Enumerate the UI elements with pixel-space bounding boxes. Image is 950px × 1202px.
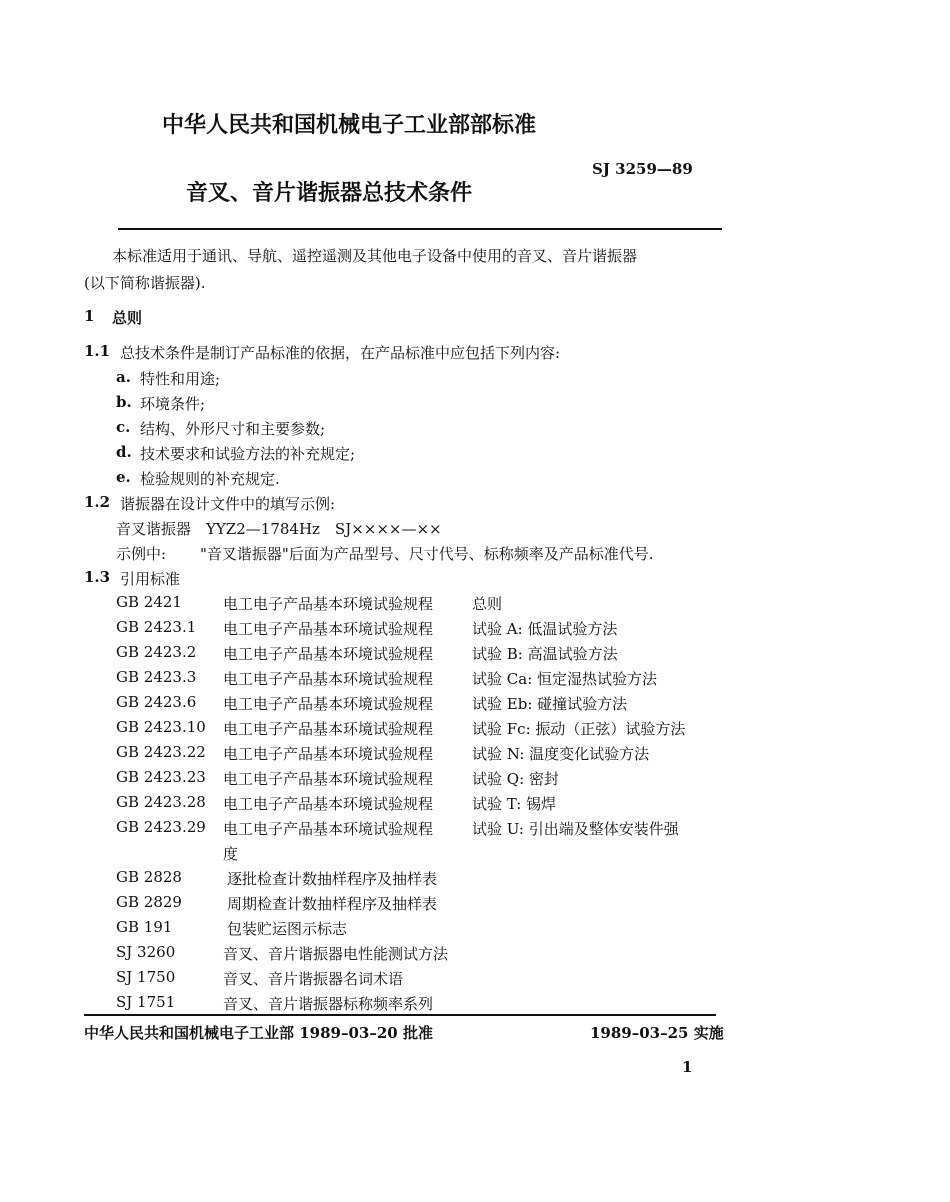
ref-title: 电工电子产品基本环境试验规程	[223, 695, 434, 713]
ref-code: SJ 1750	[116, 968, 176, 986]
ref-sub: 试验 Ca: 恒定湿热试验方法	[472, 670, 658, 688]
ref-code: GB 2423.23	[116, 768, 206, 786]
approval-line: 中华人民共和国机械电子工业部 1989–03–20 批准	[84, 1024, 433, 1042]
clause-1-2-number: 1.2	[84, 493, 111, 511]
section-1-title: 总则	[112, 309, 143, 327]
ref-code: GB 2423.28	[116, 793, 206, 811]
effective-date: 1989–03–25 实施	[590, 1024, 724, 1042]
ref-code: GB 2828	[116, 868, 182, 886]
footer-divider	[84, 1014, 716, 1016]
clause-1-1-number: 1.1	[84, 342, 111, 360]
list-mark-e: e.	[116, 468, 131, 486]
example-note: "音叉谐振器"后面为产品型号、尺寸代号、标称频率及产品标准代号.	[200, 545, 654, 563]
ref-sub: 试验 U: 引出端及整体安装件强	[472, 820, 679, 838]
page-number: 1	[682, 1058, 693, 1076]
ref-sub: 试验 N: 温度变化试验方法	[472, 745, 650, 763]
ref-title: 电工电子产品基本环境试验规程	[223, 595, 434, 613]
ref-title: 音叉、音片谐振器电性能测试方法	[223, 945, 449, 963]
ref-code: GB 2423.29	[116, 818, 206, 836]
intro-line-1: 本标准适用于通讯、导航、遥控遥测及其他电子设备中使用的音叉、音片谐振器	[112, 247, 638, 265]
ref-sub: 试验 A: 低温试验方法	[472, 620, 618, 638]
ref-sub: 试验 Q: 密封	[472, 770, 559, 788]
list-item-e: 检验规则的补充规定.	[140, 470, 280, 488]
ref-title: 音叉、音片谐振器名词术语	[223, 970, 404, 988]
ref-title: 电工电子产品基本环境试验规程	[223, 820, 434, 838]
ref-sub-wrap: 度	[223, 845, 239, 863]
list-mark-d: d.	[116, 443, 132, 461]
ref-title: 电工电子产品基本环境试验规程	[223, 670, 434, 688]
ref-code: GB 2423.2	[116, 643, 197, 661]
ref-title: 包装贮运图示标志	[227, 920, 348, 938]
clause-1-3-text: 引用标准	[120, 570, 181, 588]
section-1-number: 1	[84, 307, 95, 325]
clause-1-1-text: 总技术条件是制订产品标准的依据，在产品标准中应包括下列内容:	[120, 344, 561, 362]
ref-code: GB 191	[116, 918, 173, 936]
clause-1-2-text: 谐振器在设计文件中的填写示例:	[120, 495, 336, 513]
ref-title: 电工电子产品基本环境试验规程	[223, 795, 434, 813]
list-item-c: 结构、外形尺寸和主要参数;	[140, 420, 326, 438]
ref-title: 电工电子产品基本环境试验规程	[223, 720, 434, 738]
clause-1-3-number: 1.3	[84, 568, 111, 586]
list-item-a: 特性和用途;	[140, 370, 221, 388]
ref-title: 电工电子产品基本环境试验规程	[223, 620, 434, 638]
list-mark-c: c.	[116, 418, 131, 436]
standard-code: SJ 3259—89	[592, 160, 693, 178]
ref-sub: 试验 Fc: 振动（正弦）试验方法	[472, 720, 686, 738]
ref-title: 音叉、音片谐振器标称频率系列	[223, 995, 434, 1013]
document-title: 音叉、音片谐振器总技术条件	[186, 181, 473, 206]
list-mark-a: a.	[116, 368, 131, 386]
ref-title: 电工电子产品基本环境试验规程	[223, 745, 434, 763]
ref-code: GB 2421	[116, 593, 182, 611]
ref-code: SJ 1751	[116, 993, 176, 1011]
ref-code: GB 2423.10	[116, 718, 206, 736]
list-item-b: 环境条件;	[140, 395, 206, 413]
ref-code: GB 2423.3	[116, 668, 197, 686]
ref-sub: 试验 T: 锡焊	[472, 795, 557, 813]
header-divider	[118, 228, 722, 230]
ref-title: 电工电子产品基本环境试验规程	[223, 770, 434, 788]
ref-sub: 试验 B: 高温试验方法	[472, 645, 618, 663]
list-item-d: 技术要求和试验方法的补充规定;	[140, 445, 356, 463]
ref-sub: 试验 Eb: 碰撞试验方法	[472, 695, 628, 713]
intro-line-2: (以下简称谐振器).	[84, 274, 206, 292]
ref-code: GB 2829	[116, 893, 182, 911]
ref-title: 周期检查计数抽样程序及抽样表	[227, 895, 438, 913]
ref-code: SJ 3260	[116, 943, 176, 961]
ref-code: GB 2423.6	[116, 693, 197, 711]
ref-code: GB 2423.1	[116, 618, 197, 636]
ref-title: 电工电子产品基本环境试验规程	[223, 645, 434, 663]
list-mark-b: b.	[116, 393, 132, 411]
ref-sub: 总则	[472, 595, 503, 613]
org-title: 中华人民共和国机械电子工业部部标准	[162, 113, 537, 138]
designation-example: 音叉谐振器 YYZ2—1784Hz SJ××××—××	[116, 520, 442, 538]
ref-code: GB 2423.22	[116, 743, 206, 761]
ref-title: 逐批检查计数抽样程序及抽样表	[227, 870, 438, 888]
example-label: 示例中:	[116, 545, 167, 563]
